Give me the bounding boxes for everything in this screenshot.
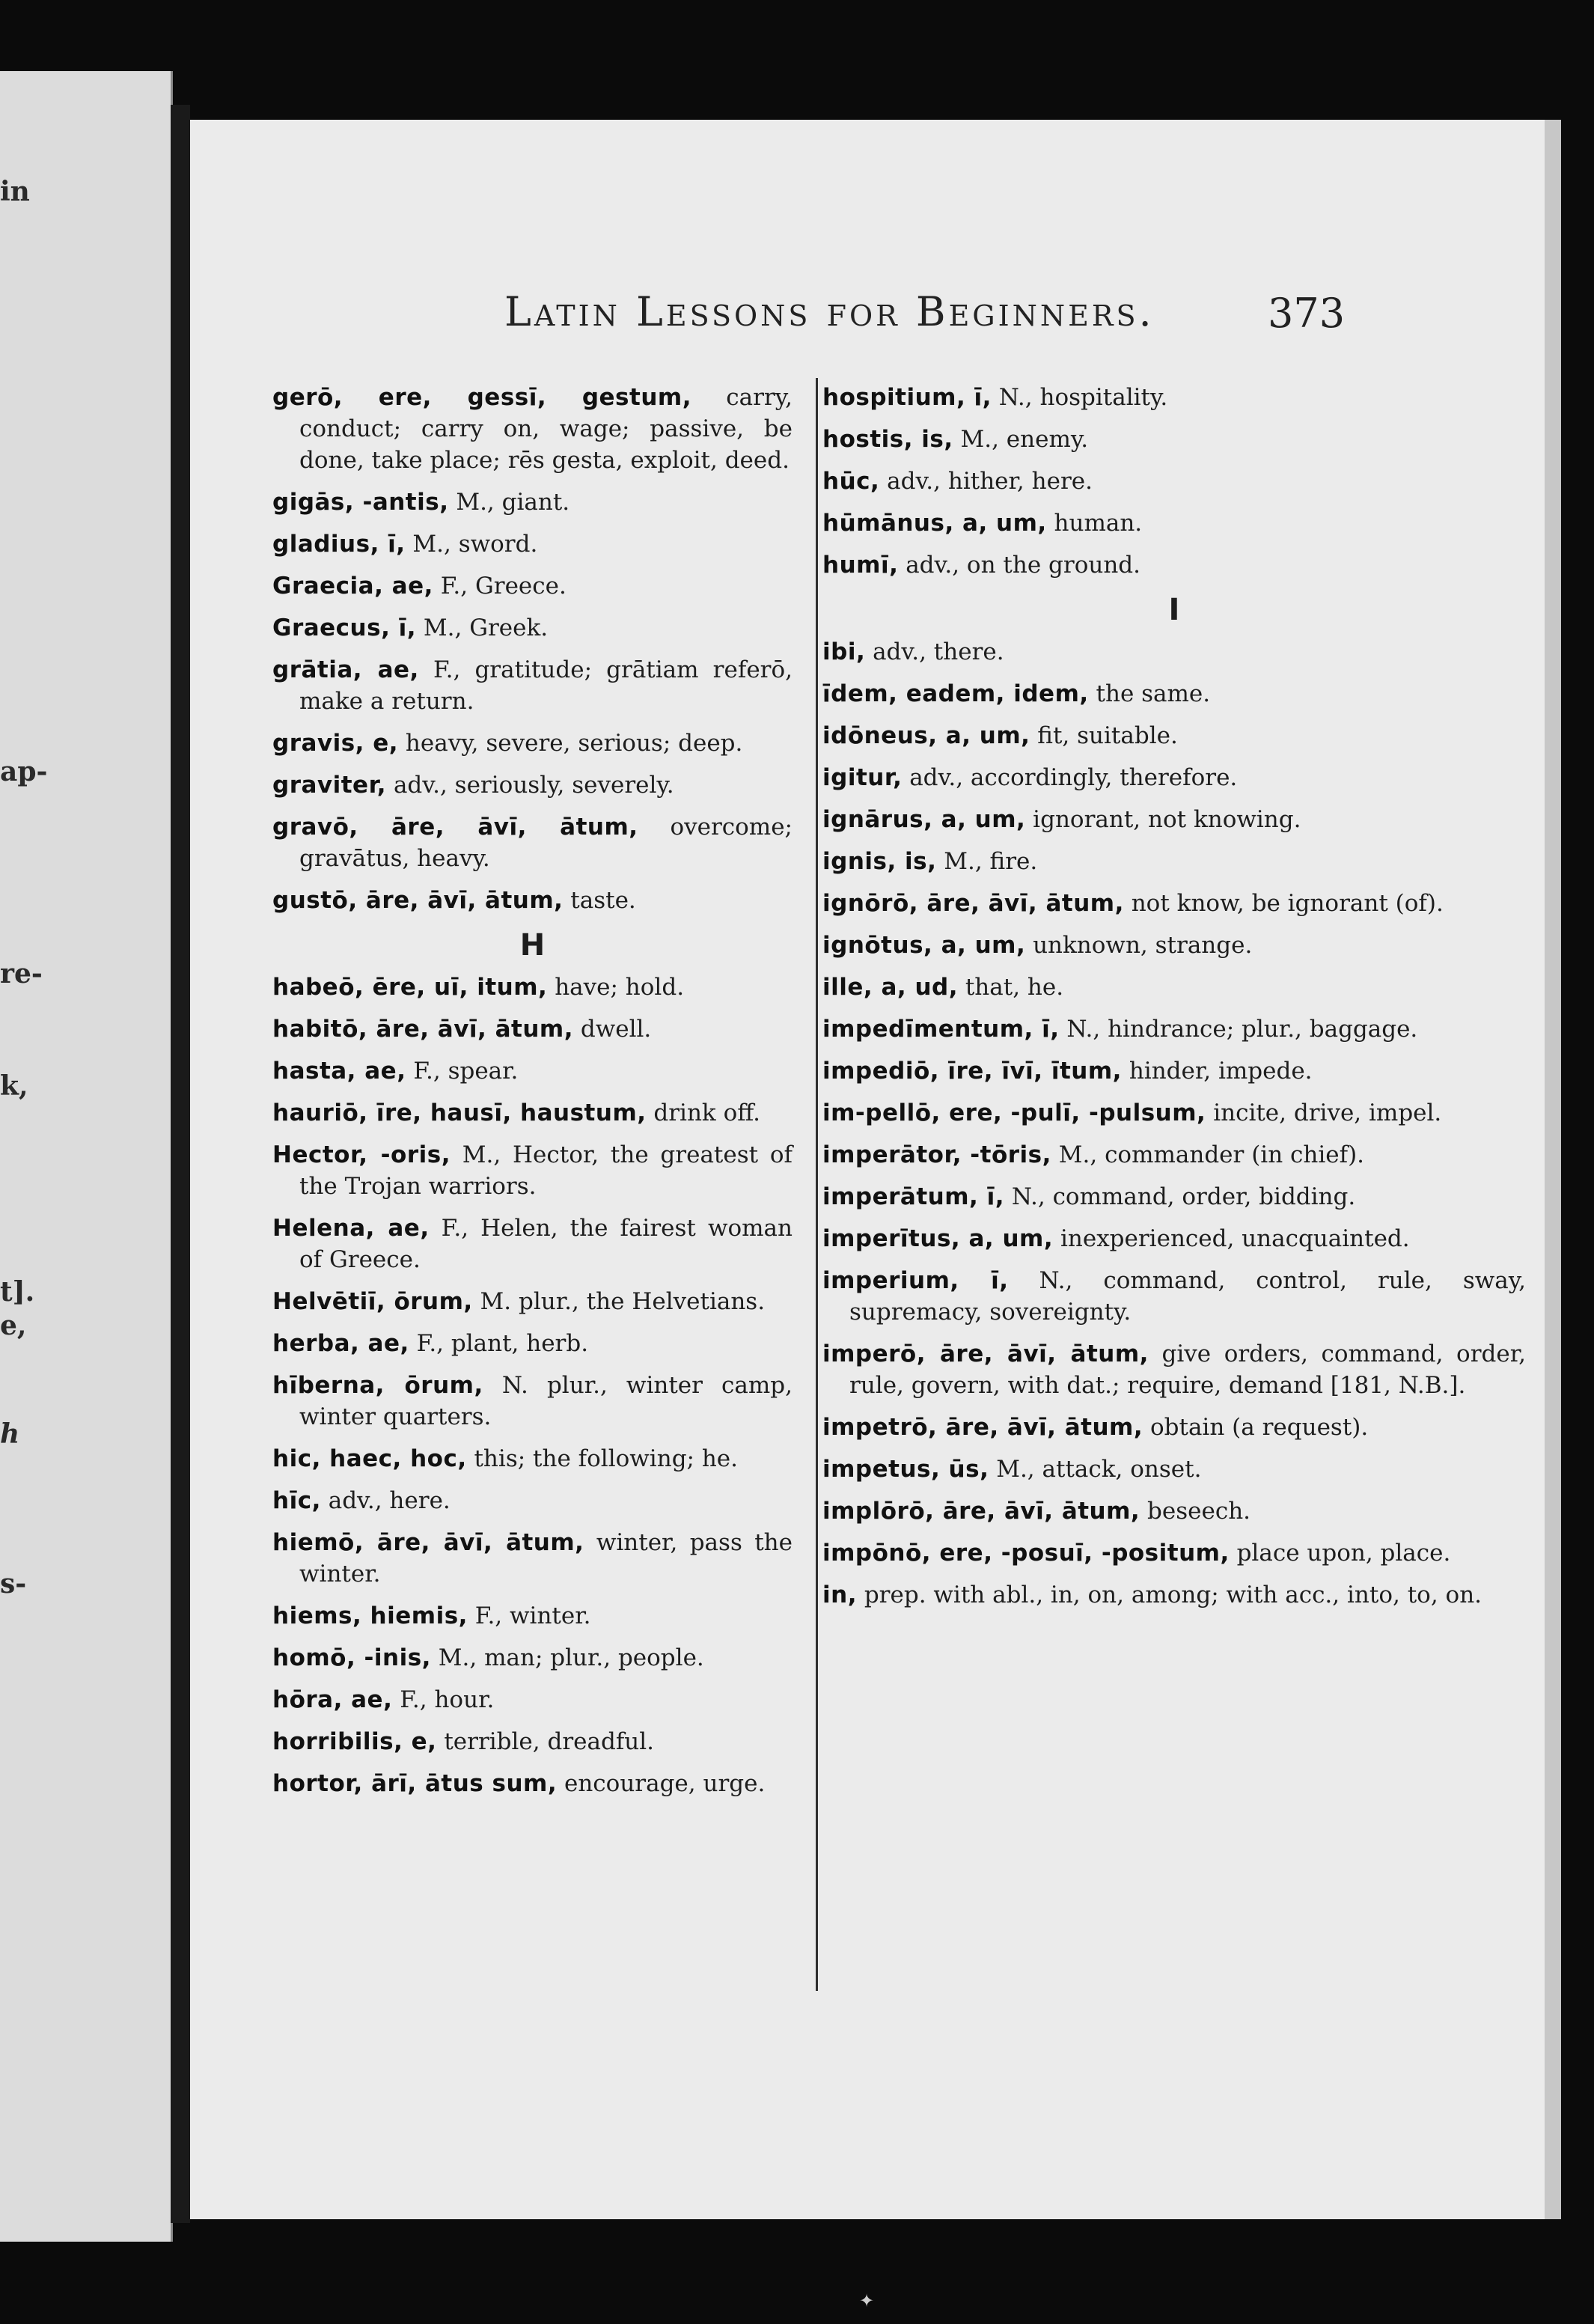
dictionary-entry (822, 1223, 1526, 1254)
entry-definition: inexperienced, unacquainted. (1053, 1225, 1410, 1252)
dictionary-entry (272, 1370, 793, 1433)
dictionary-entry (272, 885, 793, 916)
dictionary-entry (822, 888, 1526, 919)
entry-headword: habeō, ēre, uī, itum, (272, 974, 548, 1001)
entry-headword: Helena, ae, (272, 1215, 430, 1242)
entry-definition: heavy, severe, serious; deep. (398, 730, 743, 757)
entry-definition: the same. (1088, 680, 1211, 707)
dictionary-entry (822, 1181, 1526, 1213)
entry-headword: igitur, (822, 764, 903, 791)
entry-headword: hūmānus, a, um, (822, 510, 1047, 537)
entry-headword: hauriō, īre, hausī, haustum, (272, 1100, 647, 1126)
dictionary-entry (272, 528, 793, 560)
entry-headword: Hector, -oris, (272, 1141, 451, 1168)
dictionary-entry (822, 1537, 1526, 1569)
left-fragment: h (0, 1418, 20, 1450)
entry-headword: hiems, hiemis, (272, 1602, 468, 1629)
entry-definition: M., enemy. (953, 426, 1089, 453)
dictionary-entry (272, 1443, 793, 1474)
entry-definition: beseech. (1140, 1498, 1251, 1525)
entry-definition: place upon, place. (1229, 1540, 1451, 1567)
dictionary-entry (272, 1213, 793, 1275)
entry-definition: F., Greece. (433, 573, 567, 600)
dictionary-entry (272, 1286, 793, 1317)
entry-headword: imperātor, -tōris, (822, 1141, 1051, 1168)
dictionary-entry (822, 1412, 1526, 1443)
dictionary-entry (272, 1055, 793, 1087)
dictionary-entry (272, 1139, 793, 1202)
entry-headword: imperium, ī, (822, 1267, 1009, 1294)
entry-headword: ignis, is, (822, 848, 937, 875)
entry-definition: M., Greek. (416, 614, 549, 641)
dictionary-entry (272, 654, 793, 717)
dictionary-entry (272, 972, 793, 1003)
entry-definition: F., spear. (406, 1058, 519, 1085)
entry-definition: carry, conduct; carry on, wage; passive, be done, take place; rēs gesta, exploit, deed. (299, 384, 793, 474)
entry-definition: adv., seriously, severely. (386, 772, 674, 799)
entry-headword: impediō, īre, īvī, ītum, (822, 1058, 1122, 1085)
dictionary-entry (822, 1139, 1526, 1171)
entry-headword: hūc, (822, 468, 880, 495)
dictionary-entry (272, 1485, 793, 1516)
dictionary-entry (822, 424, 1526, 455)
entry-definition: drink off. (646, 1100, 761, 1126)
column-divider (816, 378, 818, 1991)
dictionary-entry (272, 811, 793, 874)
entry-definition: unknown, strange. (1025, 932, 1253, 959)
book-gutter (171, 105, 190, 2223)
entry-headword: gustō, āre, āvī, ātum, (272, 887, 564, 914)
left-fragment: s- (0, 1568, 27, 1599)
dictionary-entry (272, 1726, 793, 1757)
dictionary-entry (822, 1495, 1526, 1527)
page-header (190, 288, 1545, 348)
dictionary-entry (822, 972, 1526, 1003)
dictionary-entry (822, 636, 1526, 668)
right-column (822, 382, 1526, 1621)
entry-headword: idōneus, a, um, (822, 722, 1030, 749)
entry-headword: hīberna, ōrum, (272, 1372, 483, 1399)
dictionary-entry (272, 487, 793, 518)
entry-headword: hostis, is, (822, 426, 953, 453)
dictionary-entry (822, 720, 1526, 751)
entry-headword: impedīmentum, ī, (822, 1016, 1060, 1043)
entry-definition: have; hold. (547, 974, 685, 1001)
entry-definition: F., hour. (392, 1686, 495, 1713)
dictionary-entry (272, 612, 793, 644)
entry-definition: M., fire. (936, 848, 1038, 875)
entry-definition: M. plur., the Helvetians. (472, 1288, 766, 1315)
entry-headword: hospitium, ī, (822, 384, 992, 411)
dictionary-entry (272, 1097, 793, 1129)
entry-headword: im-pellō, ere, -pulī, -pulsum, (822, 1100, 1206, 1126)
left-fragment: in (0, 176, 30, 207)
dictionary-entry (822, 1013, 1526, 1045)
entry-definition: M., Hector, the greatest of the Trojan warriors. (299, 1141, 793, 1200)
dictionary-entry (272, 1013, 793, 1045)
entry-definition: adv., there. (865, 638, 1004, 665)
entry-definition: overcome; gravātus, heavy. (299, 814, 793, 872)
entry-headword: impōnō, ere, -posuī, -positum, (822, 1540, 1230, 1567)
scan-mark: ✦ (859, 2290, 875, 2311)
entry-headword: gigās, -antis, (272, 489, 449, 516)
page-edge (1545, 120, 1561, 2219)
entry-headword: Graecia, ae, (272, 573, 433, 600)
left-fragment: k, (0, 1070, 28, 1102)
entry-definition: F., winter. (467, 1602, 591, 1629)
entry-definition: winter, pass the winter. (299, 1529, 793, 1588)
dictionary-entry (822, 678, 1526, 710)
dictionary-entry (822, 549, 1526, 581)
entry-headword: imperātum, ī, (822, 1183, 1005, 1210)
dictionary-entry (822, 1265, 1526, 1328)
dictionary-entry (272, 728, 793, 759)
left-column (272, 382, 793, 1810)
dictionary-entry (822, 1097, 1526, 1129)
entry-headword: ignōtus, a, um, (822, 932, 1026, 959)
entry-definition: N. plur., winter camp, winter quarters. (299, 1372, 793, 1430)
entry-headword: ignōrō, āre, āvī, ātum, (822, 890, 1124, 917)
entry-headword: ibi, (822, 638, 866, 665)
entry-headword: Graecus, ī, (272, 614, 417, 641)
dictionary-entry (272, 1768, 793, 1799)
dictionary-entry (822, 762, 1526, 793)
entry-headword: gerō, ere, gessī, gestum, (272, 384, 691, 411)
entry-headword: imperō, āre, āvī, ātum, (822, 1341, 1149, 1367)
entry-definition: adv., hither, here. (879, 468, 1093, 495)
entry-definition: N., hindrance; plur., baggage. (1059, 1016, 1418, 1043)
left-page-edge (0, 71, 173, 2242)
entry-definition: give orders, command, order, rule, govern, with dat.; require, demand [181, N.B.]. (849, 1341, 1526, 1399)
dictionary-entry (272, 570, 793, 602)
dictionary-page (190, 120, 1545, 2219)
entry-headword: habitō, āre, āvī, ātum, (272, 1016, 573, 1043)
entry-headword: impetrō, āre, āvī, ātum, (822, 1414, 1143, 1441)
entry-headword: implōrō, āre, āvī, ātum, (822, 1498, 1140, 1525)
entry-headword: hic, haec, hoc, (272, 1445, 467, 1472)
dictionary-entry (272, 1684, 793, 1715)
entry-definition: dwell. (573, 1016, 652, 1043)
entry-definition: M., sword. (405, 531, 538, 558)
entry-definition: F., gratitude; grātiam referō, make a return. (299, 656, 793, 715)
entry-headword: hasta, ae, (272, 1058, 406, 1085)
entry-definition: incite, drive, impel. (1206, 1100, 1442, 1126)
entry-headword: homō, -inis, (272, 1644, 431, 1671)
entry-definition: human. (1046, 510, 1143, 537)
entry-definition: M., giant. (448, 489, 570, 516)
left-fragment: t]. (0, 1276, 35, 1308)
left-fragment: re- (0, 958, 43, 989)
section-letter: H (519, 928, 546, 963)
dictionary-entry (272, 1642, 793, 1674)
entry-definition: hinder, impede. (1121, 1058, 1313, 1085)
entry-headword: hiemō, āre, āvī, ātum, (272, 1529, 584, 1556)
entry-headword: īdem, eadem, idem, (822, 680, 1089, 707)
dictionary-entry (822, 1338, 1526, 1401)
entry-definition: encourage, urge. (557, 1770, 766, 1797)
entry-headword: ille, a, ud, (822, 974, 958, 1001)
entry-headword: impetus, ūs, (822, 1456, 989, 1483)
left-fragment: e, (0, 1310, 27, 1341)
dictionary-entry (822, 804, 1526, 835)
entry-definition: adv., here. (320, 1487, 451, 1514)
entry-definition: M., man; plur., people. (430, 1644, 704, 1671)
entry-definition: not know, be ignorant (of). (1123, 890, 1444, 917)
entry-definition: adv., accordingly, therefore. (902, 764, 1238, 791)
entry-headword: hortor, ārī, ātus sum, (272, 1770, 558, 1797)
entry-headword: hōra, ae, (272, 1686, 393, 1713)
entry-definition: obtain (a request). (1143, 1414, 1369, 1441)
entry-headword: graviter, (272, 772, 387, 799)
dictionary-entry (272, 1328, 793, 1359)
entry-headword: herba, ae, (272, 1330, 409, 1357)
entry-headword: imperītus, a, um, (822, 1225, 1054, 1252)
dictionary-entry (822, 930, 1526, 961)
entry-headword: Helvētiī, ōrum, (272, 1288, 473, 1315)
entry-definition: adv., on the ground. (898, 552, 1140, 579)
entry-definition: fit, suitable. (1030, 722, 1178, 749)
entry-definition: ignorant, not knowing. (1025, 806, 1301, 833)
dictionary-entry (822, 507, 1526, 539)
dictionary-entry (272, 382, 793, 476)
entry-definition: that, he. (958, 974, 1064, 1001)
running-title: Latin Lessons for Beginners. (504, 288, 1155, 335)
entry-headword: horribilis, e, (272, 1728, 437, 1755)
entry-definition: F., plant, herb. (409, 1330, 589, 1357)
entry-headword: hīc, (272, 1487, 321, 1514)
entry-definition: prep. with abl., in, on, among; with acc., into, to, on. (856, 1582, 1482, 1608)
dictionary-entry (822, 466, 1526, 497)
entry-definition: N., command, control, rule, sway, supremacy, sovereignty. (849, 1267, 1526, 1326)
dictionary-entry (822, 1454, 1526, 1485)
entry-definition: M., attack, onset. (989, 1456, 1202, 1483)
entry-headword: gravō, āre, āvī, ātum, (272, 814, 638, 841)
left-fragment: ap- (0, 756, 48, 787)
entry-headword: grātia, ae, (272, 656, 419, 683)
entry-definition: M., commander (in chief). (1051, 1141, 1365, 1168)
page-number: 373 (1268, 290, 1346, 337)
entry-headword: gladius, ī, (272, 531, 406, 558)
dictionary-entry (272, 1600, 793, 1632)
dictionary-entry (822, 1579, 1526, 1611)
entry-definition: taste. (563, 887, 636, 914)
entry-headword: in, (822, 1582, 857, 1608)
dictionary-entry (272, 769, 793, 801)
entry-definition: terrible, dreadful. (436, 1728, 655, 1755)
entry-definition: N., command, order, bidding. (1004, 1183, 1356, 1210)
section-letter: I (1168, 593, 1180, 627)
dictionary-entry (822, 382, 1526, 413)
entry-headword: humī, (822, 552, 899, 579)
entry-headword: gravis, e, (272, 730, 399, 757)
dictionary-entry (272, 1527, 793, 1590)
dictionary-entry (822, 846, 1526, 877)
dictionary-entry (822, 1055, 1526, 1087)
entry-definition: N., hospitality. (991, 384, 1168, 411)
entry-headword: ignārus, a, um, (822, 806, 1026, 833)
entry-definition: F., Helen, the fairest woman of Greece. (299, 1215, 793, 1273)
entry-definition: this; the following; he. (466, 1445, 738, 1472)
